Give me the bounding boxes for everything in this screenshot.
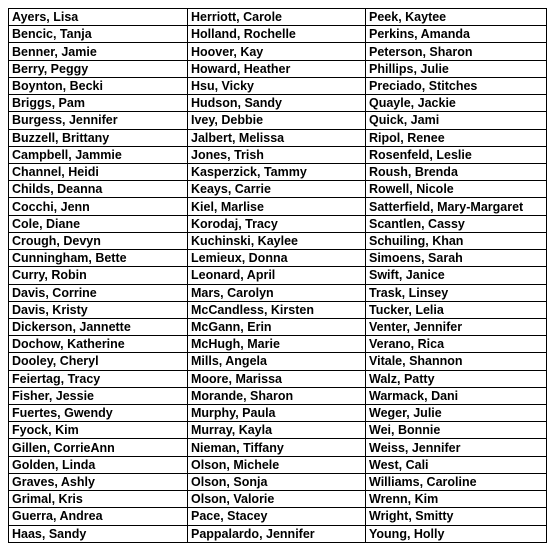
- name-cell: Kiel, Marlise: [188, 198, 366, 215]
- table-row: [9, 439, 547, 456]
- name-cell: Boynton, Becki: [9, 77, 188, 94]
- name-cell: Bencic, Tanja: [9, 26, 188, 43]
- name-cell: Hsu, Vicky: [188, 77, 366, 94]
- name-cell: Perkins, Amanda: [366, 26, 547, 43]
- name-cell: Grimal, Kris: [9, 491, 188, 508]
- table-row: [9, 60, 547, 77]
- table-row: [9, 318, 547, 335]
- name-cell: Scantlen, Cassy: [366, 215, 547, 232]
- name-cell: Olson, Michele: [188, 456, 366, 473]
- name-cell: Keays, Carrie: [188, 181, 366, 198]
- name-cell: Briggs, Pam: [9, 95, 188, 112]
- name-cell: Schuiling, Khan: [366, 232, 547, 249]
- name-cell: Trask, Linsey: [366, 284, 547, 301]
- name-cell: Dooley, Cheryl: [9, 353, 188, 370]
- name-cell: Ayers, Lisa: [9, 9, 188, 26]
- name-cell: Guerra, Andrea: [9, 508, 188, 525]
- table-row: [9, 129, 547, 146]
- name-cell: Hudson, Sandy: [188, 95, 366, 112]
- name-cell: Dochow, Katherine: [9, 336, 188, 353]
- name-cell: McHugh, Marie: [188, 336, 366, 353]
- name-cell: Peterson, Sharon: [366, 43, 547, 60]
- name-cell: Phillips, Julie: [366, 60, 547, 77]
- name-cell: Mills, Angela: [188, 353, 366, 370]
- name-cell: Morande, Sharon: [188, 387, 366, 404]
- name-table-body: [9, 9, 547, 543]
- table-row: [9, 95, 547, 112]
- name-cell: Korodaj, Tracy: [188, 215, 366, 232]
- name-cell: Olson, Sonja: [188, 473, 366, 490]
- name-cell: West, Cali: [366, 456, 547, 473]
- table-row: [9, 250, 547, 267]
- table-row: [9, 112, 547, 129]
- name-cell: Burgess, Jennifer: [9, 112, 188, 129]
- name-cell: Holland, Rochelle: [188, 26, 366, 43]
- table-row: [9, 370, 547, 387]
- name-cell: Pace, Stacey: [188, 508, 366, 525]
- name-cell: McCandless, Kirsten: [188, 301, 366, 318]
- name-cell: Lemieux, Donna: [188, 250, 366, 267]
- name-cell: Nieman, Tiffany: [188, 439, 366, 456]
- table-row: [9, 353, 547, 370]
- name-cell: Gillen, CorrieAnn: [9, 439, 188, 456]
- name-cell: Vitale, Shannon: [366, 353, 547, 370]
- name-cell: Murray, Kayla: [188, 422, 366, 439]
- name-cell: Kasperzick, Tammy: [188, 163, 366, 180]
- name-cell: Campbell, Jammie: [9, 146, 188, 163]
- name-cell: Quick, Jami: [366, 112, 547, 129]
- name-cell: Quayle, Jackie: [366, 95, 547, 112]
- name-cell: Jones, Trish: [188, 146, 366, 163]
- table-row: [9, 215, 547, 232]
- name-cell: Fisher, Jessie: [9, 387, 188, 404]
- name-cell: Peek, Kaytee: [366, 9, 547, 26]
- name-cell: Warmack, Dani: [366, 387, 547, 404]
- name-cell: Buzzell, Brittany: [9, 129, 188, 146]
- name-cell: Verano, Rica: [366, 336, 547, 353]
- name-cell: Venter, Jennifer: [366, 318, 547, 335]
- name-cell: Channel, Heidi: [9, 163, 188, 180]
- name-cell: Tucker, Lelia: [366, 301, 547, 318]
- table-row: [9, 232, 547, 249]
- name-cell: Pappalardo, Jennifer: [188, 525, 366, 542]
- name-cell: Moore, Marissa: [188, 370, 366, 387]
- table-row: [9, 77, 547, 94]
- name-cell: Roush, Brenda: [366, 163, 547, 180]
- name-cell: Curry, Robin: [9, 267, 188, 284]
- name-cell: Swift, Janice: [366, 267, 547, 284]
- name-cell: Dickerson, Jannette: [9, 318, 188, 335]
- name-cell: Weiss, Jennifer: [366, 439, 547, 456]
- name-cell: Fyock, Kim: [9, 422, 188, 439]
- name-cell: Rowell, Nicole: [366, 181, 547, 198]
- name-cell: Weger, Julie: [366, 405, 547, 422]
- name-cell: Cole, Diane: [9, 215, 188, 232]
- name-cell: Crough, Devyn: [9, 232, 188, 249]
- name-cell: Herriott, Carole: [188, 9, 366, 26]
- name-cell: Satterfield, Mary-Margaret: [366, 198, 547, 215]
- name-cell: Davis, Corrine: [9, 284, 188, 301]
- name-cell: Hoover, Kay: [188, 43, 366, 60]
- name-cell: Cunningham, Bette: [9, 250, 188, 267]
- table-row: [9, 301, 547, 318]
- name-cell: Graves, Ashly: [9, 473, 188, 490]
- table-row: [9, 405, 547, 422]
- table-row: [9, 26, 547, 43]
- name-cell: Simoens, Sarah: [366, 250, 547, 267]
- table-row: [9, 422, 547, 439]
- table-row: [9, 525, 547, 542]
- table-row: [9, 198, 547, 215]
- name-cell: Ivey, Debbie: [188, 112, 366, 129]
- table-row: [9, 9, 547, 26]
- table-row: [9, 473, 547, 490]
- name-cell: Walz, Patty: [366, 370, 547, 387]
- table-row: [9, 146, 547, 163]
- name-cell: Ripol, Renee: [366, 129, 547, 146]
- table-row: [9, 181, 547, 198]
- name-cell: Kuchinski, Kaylee: [188, 232, 366, 249]
- name-cell: Williams, Caroline: [366, 473, 547, 490]
- name-cell: Young, Holly: [366, 525, 547, 542]
- table-row: [9, 43, 547, 60]
- table-row: [9, 336, 547, 353]
- name-cell: Childs, Deanna: [9, 181, 188, 198]
- name-cell: McGann, Erin: [188, 318, 366, 335]
- name-cell: Olson, Valorie: [188, 491, 366, 508]
- name-cell: Cocchi, Jenn: [9, 198, 188, 215]
- name-cell: Rosenfeld, Leslie: [366, 146, 547, 163]
- name-cell: Leonard, April: [188, 267, 366, 284]
- name-cell: Preciado, Stitches: [366, 77, 547, 94]
- name-table: [8, 8, 547, 543]
- table-row: [9, 456, 547, 473]
- name-cell: Jalbert, Melissa: [188, 129, 366, 146]
- table-row: [9, 284, 547, 301]
- table-row: [9, 163, 547, 180]
- table-row: [9, 508, 547, 525]
- name-cell: Wrenn, Kim: [366, 491, 547, 508]
- name-cell: Murphy, Paula: [188, 405, 366, 422]
- name-cell: Mars, Carolyn: [188, 284, 366, 301]
- name-cell: Wei, Bonnie: [366, 422, 547, 439]
- name-cell: Golden, Linda: [9, 456, 188, 473]
- name-cell: Howard, Heather: [188, 60, 366, 77]
- name-cell: Fuertes, Gwendy: [9, 405, 188, 422]
- name-cell: Wright, Smitty: [366, 508, 547, 525]
- name-cell: Berry, Peggy: [9, 60, 188, 77]
- table-row: [9, 387, 547, 404]
- name-cell: Feiertag, Tracy: [9, 370, 188, 387]
- name-cell: Benner, Jamie: [9, 43, 188, 60]
- name-cell: Haas, Sandy: [9, 525, 188, 542]
- table-row: [9, 491, 547, 508]
- table-row: [9, 267, 547, 284]
- name-cell: Davis, Kristy: [9, 301, 188, 318]
